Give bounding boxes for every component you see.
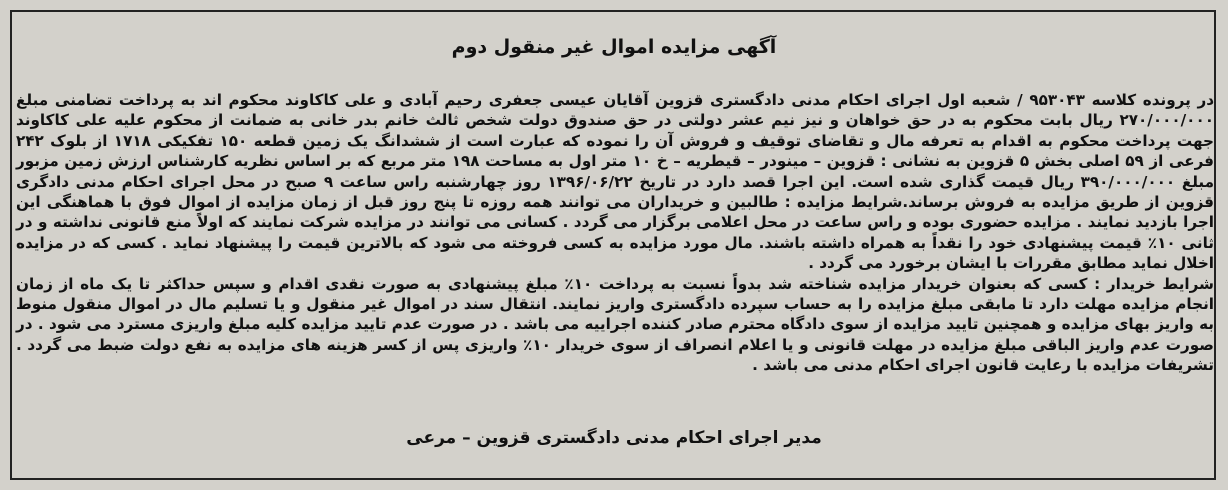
notice-paragraph-buyer-conditions: شرایط خریدار : کسی که بعنوان خریدار مزایده شناخته شد بدواً نسبت به پرداخت ۱۰٪ مبلغ پیشنهادی به صورت نقدی اقدام و سپس حداکثر تا یک ماه از زمان انجام مزایده مهلت دارد تا مابقی مبلغ مزایده را به حساب سپرده دادگستری واریز نمایند. انتقال سند در اموال غیر منقول و یا تسلیم مال در اموال منقول منوط به واریز بهای مزایده و همچنین تایید مزایده از سوی دادگاه محترم صادر کننده اجراییه می باشد . در صورت عدم تایید مزایده کلیه مبلغ واریزی مسترد می شود . در صورت عدم واریز الباقی مبلغ مزایده در مهلت قانونی و یا اعلام انصراف از سوی خریدار ۱۰٪ واریزی پس از کسر هزینه های مزایده به نفع دولت ضبط می گردد . تشریفات مزایده با رعایت قانون اجرای احکام مدنی می باشد . xyxy=(16,274,1214,375)
notice-title: آگهی مزایده اموال غیر منقول دوم xyxy=(451,36,777,58)
notice-signature: مدیر اجرای احکام مدنی دادگستری قزوین – مرعی xyxy=(406,428,822,448)
notice-paragraph-auction-details: در پرونده کلاسه ۹۵۳۰۴۳ / شعبه اول اجرای احکام مدنی دادگستری قزوین آقایان عیسی جعفری رحیم آبادی و علی کاکاوند محکوم اند به پرداخت تضامنی مبلغ ۲۷۰/۰۰۰/۰۰۰ ریال بابت محکوم به در حق خواهان و نیز نیم عشر دولتی در حق صندوق دولت شخص ثالث خانم بدر خانی به ضمانت از محکوم علیه علی کاکاوند جهت پرداخت محکوم به اقدام به تعرفه مال و تقاضای توقیف و فروش آن را نموده که عبارت است از ششدانگ یک زمین قطعه ۱۵۰ تفکیکی ۱۷۱۸ از بلوک ۲۴۲ فرعی از ۵۹ اصلی بخش ۵ قزوین به نشانی : قزوین – مینودر – قیطریه – خ ۱۰ متر اول به مساحت ۱۹۸ متر مربع که بر اساس نظریه کارشناس ارزش زمین مزبور مبلغ ۳۹۰/۰۰۰/۰۰۰ ریال قیمت گذاری شده است. این اجرا قصد دارد در تاریخ ۱۳۹۶/۰۶/۲۲ روز چهارشنبه راس ساعت ۹ صبح در محل اجرای احکام مدنی دادگری قزوین از طریق مزایده به فروش برساند.شرایط مزایده : طالبین و خریداران می توانند همه روزه تا پنج روز قبل از زمان مزایده از اموال فوق با هماهنگی این اجرا بازدید نمایند . مزایده حضوری بوده و راس ساعت در محل اعلامی برگزار می گردد . کسانی می توانند در مزایده شرکت نمایند که اولاً منع قانونی نداشته و در ثانی ۱۰٪ قیمت پیشنهادی خود را نقداً به همراه داشته باشند. مال مورد مزایده به کسی فروخته می شود که بالاترین قیمت را پیشنهاد نماید . کسی که در مزایده اخلال نماید مطابق مقررات با ایشان برخورد می گردد . xyxy=(16,91,1215,273)
notice-body xyxy=(16,90,1214,376)
